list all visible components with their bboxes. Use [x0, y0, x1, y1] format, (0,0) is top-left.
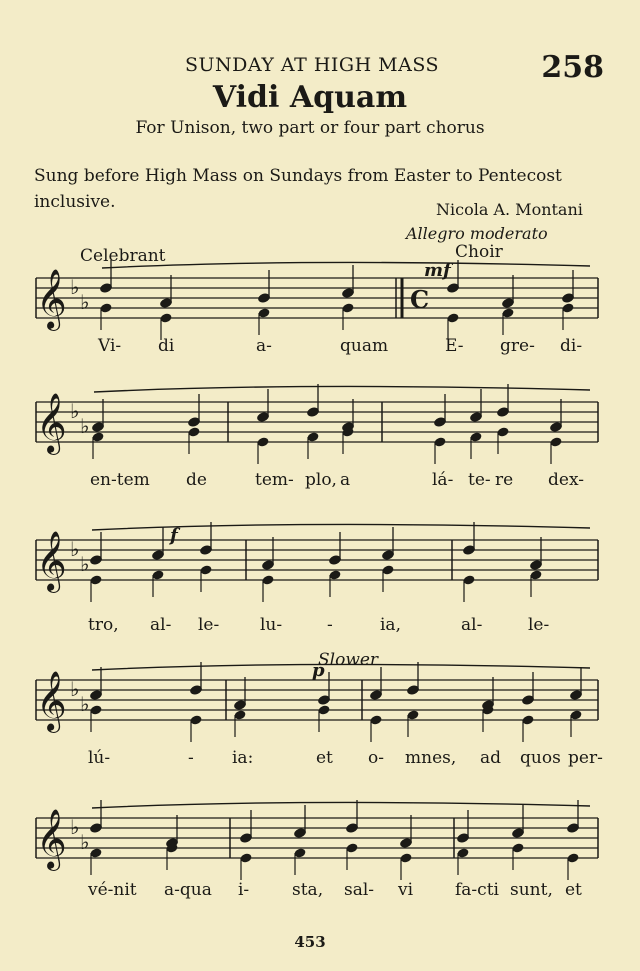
intro-line-2: inclusive. [34, 192, 116, 212]
tempo-marking: Allegro moderato [406, 224, 548, 243]
phrase-line [92, 802, 590, 808]
lyric-syllable: fa-cti [455, 880, 499, 900]
lyric-syllable: dex- [548, 470, 584, 490]
lyric-syllable: et [565, 880, 582, 900]
lyric-syllable: mnes, [405, 748, 457, 768]
treble-clef-icon: 𝄞 [36, 393, 67, 453]
lyric-syllable: di- [560, 336, 583, 356]
hymn-title: Vidi Aquam [212, 80, 408, 115]
lyric-syllable: tem- [255, 470, 294, 490]
intro-line-1: Sung before High Mass on Sundays from Easter to Pentecost [34, 166, 562, 186]
flat-sign-icon: ♭ [70, 537, 80, 561]
lyric-syllable: sunt, [510, 880, 553, 900]
lyric-syllable: lá- [432, 470, 454, 490]
section-heading: SUNDAY AT HIGH MASS [185, 54, 440, 76]
treble-clef-icon: 𝄞 [36, 531, 67, 591]
page-number: 453 [294, 933, 326, 951]
lyric-syllable: - [327, 615, 333, 635]
phrase-line [102, 262, 590, 268]
lyric-syllable: al- [461, 615, 483, 635]
flat-sign-icon: ♭ [80, 414, 90, 438]
lyric-syllable: en-tem [90, 470, 150, 490]
lyric-syllable: le- [198, 615, 220, 635]
celebrant-label: Celebrant [80, 246, 166, 266]
dynamic-mf: mf [424, 260, 451, 281]
flat-sign-icon: ♭ [80, 692, 90, 716]
hymn-subtitle: For Unison, two part or four part chorus [135, 118, 485, 138]
phrase-line [94, 386, 590, 392]
lyric-syllable: ad [480, 748, 502, 768]
lyric-syllable: a- [256, 336, 272, 356]
lyric-syllable: o- [368, 748, 384, 768]
lyric-syllable: lu- [260, 615, 283, 635]
lyric-syllable: quos [520, 748, 561, 768]
lyric-syllable: a-qua [164, 880, 212, 900]
lyric-syllable: plo, [305, 470, 337, 490]
lyric-syllable: Vi- [98, 336, 122, 356]
dynamic-p: p [312, 660, 325, 681]
lyric-syllable: tro, [88, 615, 119, 635]
lyric-syllable: a [340, 470, 351, 490]
hymn-number: 258 [541, 50, 604, 85]
lyric-syllable: le- [528, 615, 550, 635]
choir-label: Choir [455, 242, 503, 262]
slower-marking: Slower [318, 650, 379, 670]
lyric-syllable: ia, [380, 615, 401, 635]
flat-sign-icon: ♭ [70, 815, 80, 839]
lyric-syllable: vi [398, 880, 414, 900]
flat-sign-icon: ♭ [70, 399, 80, 423]
lyric-syllable: per- [568, 748, 603, 768]
flat-sign-icon: ♭ [80, 290, 90, 314]
lyric-syllable: E- [445, 336, 464, 356]
composer-credit: Nicola A. Montani [436, 200, 583, 219]
flat-sign-icon: ♭ [80, 552, 90, 576]
dynamic-f: f [170, 525, 178, 546]
flat-sign-icon: ♭ [70, 677, 80, 701]
lyric-syllable: al- [150, 615, 172, 635]
flat-sign-icon: ♭ [80, 830, 90, 854]
treble-clef-icon: 𝄞 [36, 809, 67, 869]
phrase-line [92, 664, 590, 670]
lyric-syllable: lú- [88, 748, 111, 768]
lyric-syllable: te- [468, 470, 491, 490]
treble-clef-icon: 𝄞 [36, 671, 67, 731]
lyric-syllable: - [188, 748, 194, 768]
lyric-syllable: ia: [232, 748, 254, 768]
lyric-syllable: sal- [344, 880, 375, 900]
lyric-syllable: re [495, 470, 514, 490]
lyric-syllable: de [186, 470, 207, 490]
lyric-syllable: di [158, 336, 175, 356]
lyric-syllable: sta, [292, 880, 324, 900]
common-time-icon: C [410, 285, 430, 314]
lyric-syllable: et [316, 748, 333, 768]
lyric-syllable: quam [340, 336, 389, 356]
flat-sign-icon: ♭ [70, 275, 80, 299]
treble-clef-icon: 𝄞 [36, 269, 67, 329]
lyric-syllable: i- [238, 880, 250, 900]
lyric-syllable: gre- [500, 336, 535, 356]
phrase-line [92, 524, 590, 530]
lyric-syllable: vé-nit [88, 880, 137, 900]
